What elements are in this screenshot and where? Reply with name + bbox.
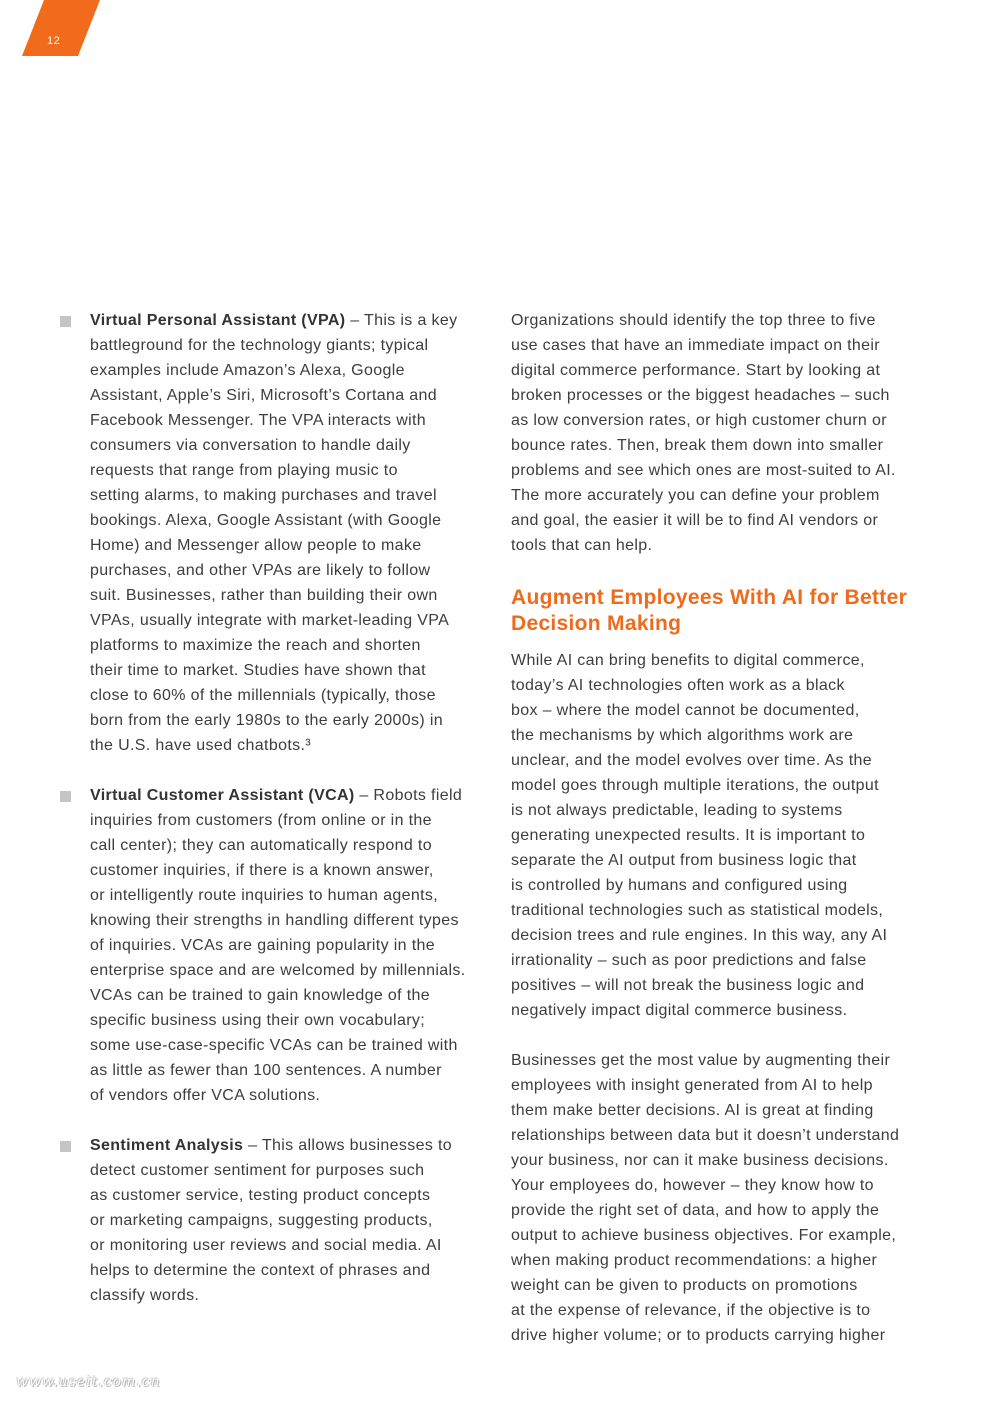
- bullet-term: Sentiment Analysis: [90, 1137, 244, 1154]
- watermark: www.useit.com.cn: [16, 1374, 161, 1390]
- bullet-first-line: [90, 308, 490, 333]
- paragraph-line: irrationality – such as poor predictions and false: [511, 952, 867, 969]
- heading-line: Decision Making: [511, 612, 682, 635]
- page-number-tab: [22, 0, 100, 56]
- bullet-line: the U.S. have used chatbots.³: [90, 737, 311, 754]
- bullet-line: – This allows businesses to: [243, 1137, 453, 1154]
- paragraph-line: positives – will not break the business logic and: [511, 977, 865, 994]
- bullet-square-icon: [60, 316, 71, 327]
- paragraph-line: use cases that have an immediate impact on their: [511, 337, 880, 354]
- paragraph-line: bounce rates. Then, break them down into smaller: [511, 437, 884, 454]
- bullet-line: born from the early 1980s to the early 2000s) in: [90, 712, 443, 729]
- bullet-line: – Robots field: [354, 787, 463, 804]
- bullet-first-line: [90, 1133, 490, 1158]
- bullet-line: knowing their strengths in handling different types: [90, 912, 459, 929]
- paragraph-line: them make better decisions. AI is great at finding: [511, 1102, 874, 1119]
- paragraph-line: problems and see which ones are most-suited to AI.: [511, 462, 896, 479]
- bullet-line: consumers via conversation to handle daily: [90, 437, 411, 454]
- bullet-line: close to 60% of the millennials (typically, those: [90, 687, 436, 704]
- paragraph-line: While AI can bring benefits to digital commerce,: [511, 652, 865, 669]
- bullet-vca: [60, 783, 490, 1108]
- bullet-line: or monitoring user reviews and social media. AI: [90, 1237, 442, 1254]
- bullet-line: bookings. Alexa, Google Assistant (with Google: [90, 512, 442, 529]
- bullet-line: examples include Amazon’s Alexa, Google: [90, 362, 405, 379]
- bullet-line: Home) and Messenger allow people to make: [90, 537, 422, 554]
- paragraph-line: The more accurately you can define your problem: [511, 487, 880, 504]
- bullet-term: Virtual Customer Assistant (VCA): [90, 787, 355, 804]
- section-heading: [511, 585, 941, 637]
- bullet-line: purchases, and other VPAs are likely to follow: [90, 562, 431, 579]
- bullet-square-icon: [60, 1141, 71, 1152]
- paragraph-line: today’s AI technologies often work as a black: [511, 677, 845, 694]
- bullet-first-line: [90, 783, 490, 808]
- paragraph-line: Organizations should identify the top three to five: [511, 312, 876, 329]
- bullet-sentiment: [60, 1133, 490, 1308]
- paragraph-line: at the expense of relevance, if the objective is to: [511, 1302, 871, 1319]
- heading-line: Augment Employees With AI for Better: [511, 586, 908, 609]
- paragraph-line: separate the AI output from business logic that: [511, 852, 857, 869]
- bullet-line: classify words.: [90, 1287, 200, 1304]
- right-column: [511, 308, 941, 1373]
- paragraph-line: decision trees and rule engines. In this way, any AI: [511, 927, 888, 944]
- paragraph-line: weight can be given to products on promotions: [511, 1277, 858, 1294]
- bullet-line: detect customer sentiment for purposes such: [90, 1162, 425, 1179]
- paragraph-line: Your employees do, however – they know how to: [511, 1177, 874, 1194]
- bullet-line: VPAs, usually integrate with market-leading VPA: [90, 612, 450, 629]
- paragraph-line: relationships between data but it doesn’t understand: [511, 1127, 900, 1144]
- bullet-line: requests that range from playing music to: [90, 462, 398, 479]
- paragraph-line: output to achieve business objectives. For example,: [511, 1227, 897, 1244]
- bullet-line: – This is a key: [345, 312, 458, 329]
- paragraph-line: digital commerce performance. Start by looking at: [511, 362, 881, 379]
- paragraph-line: employees with insight generated from AI to help: [511, 1077, 873, 1094]
- bullet-line: of vendors offer VCA solutions.: [90, 1087, 321, 1104]
- bullet-line: suit. Businesses, rather than building their own: [90, 587, 438, 604]
- bullet-line: as customer service, testing product concepts: [90, 1187, 431, 1204]
- bullet-line: specific business using their own vocabulary;: [90, 1012, 426, 1029]
- paragraph-line: negatively impact digital commerce business.: [511, 1002, 848, 1019]
- paragraph-line: provide the right set of data, and how to apply the: [511, 1202, 880, 1219]
- bullet-line: their time to market. Studies have shown that: [90, 662, 426, 679]
- paragraph-line: drive higher volume; or to products carrying higher: [511, 1327, 886, 1344]
- intro-paragraph: [511, 308, 941, 558]
- bullet-square-icon: [60, 791, 71, 802]
- paragraph-line: unclear, and the model evolves over time. As the: [511, 752, 872, 769]
- paragraph-line: generating unexpected results. It is important to: [511, 827, 866, 844]
- paragraph-line: tools that can help.: [511, 537, 653, 554]
- bullet-line: enterprise space and are welcomed by millennials.: [90, 962, 466, 979]
- bullet-line: call center); they can automatically respond to: [90, 837, 432, 854]
- paragraph-line: is controlled by humans and configured using: [511, 877, 848, 894]
- bullet-line: or intelligently route inquiries to human agents,: [90, 887, 439, 904]
- paragraph-line: when making product recommendations: a higher: [511, 1252, 878, 1269]
- bullet-vpa: [60, 308, 490, 758]
- paragraph-line: the mechanisms by which algorithms work are: [511, 727, 854, 744]
- bullet-line: setting alarms, to making purchases and travel: [90, 487, 437, 504]
- paragraph-line: box – where the model cannot be documented,: [511, 702, 860, 719]
- page-tab-shape: [22, 0, 100, 56]
- bullet-line: helps to determine the context of phrases and: [90, 1262, 431, 1279]
- bullet-line: some use-case-specific VCAs can be trained with: [90, 1037, 458, 1054]
- bullet-line: Assistant, Apple’s Siri, Microsoft’s Cortana and: [90, 387, 438, 404]
- bullet-line: inquiries from customers (from online or in the: [90, 812, 432, 829]
- paragraph-line: model goes through multiple iterations, the output: [511, 777, 879, 794]
- bullet-line: customer inquiries, if there is a known answer,: [90, 862, 434, 879]
- paragraph-line: broken processes or the biggest headaches – such: [511, 387, 890, 404]
- left-column: [60, 308, 490, 1333]
- paragraph-line: as low conversion rates, or high customer churn or: [511, 412, 887, 429]
- bullet-line: VCAs can be trained to gain knowledge of the: [90, 987, 431, 1004]
- body-paragraph-2: [511, 1048, 941, 1348]
- paragraph-line: and goal, the easier it will be to find AI vendors or: [511, 512, 879, 529]
- bullet-term: Virtual Personal Assistant (VPA): [90, 312, 346, 329]
- bullet-line: platforms to maximize the reach and shorten: [90, 637, 421, 654]
- paragraph-line: your business, nor can it make business decisions.: [511, 1152, 889, 1169]
- paragraph-line: traditional technologies such as statistical models,: [511, 902, 884, 919]
- bullet-line: of inquiries. VCAs are gaining popularity in the: [90, 937, 435, 954]
- bullet-line: or marketing campaigns, suggesting products,: [90, 1212, 433, 1229]
- bullet-line: battleground for the technology giants; typical: [90, 337, 429, 354]
- body-paragraph-1: [511, 648, 941, 1023]
- page-number: 12: [47, 35, 61, 47]
- paragraph-line: is not always predictable, leading to systems: [511, 802, 843, 819]
- bullet-line: as little as fewer than 100 sentences. A number: [90, 1062, 442, 1079]
- paragraph-line: Businesses get the most value by augmenting their: [511, 1052, 891, 1069]
- bullet-line: Facebook Messenger. The VPA interacts with: [90, 412, 427, 429]
